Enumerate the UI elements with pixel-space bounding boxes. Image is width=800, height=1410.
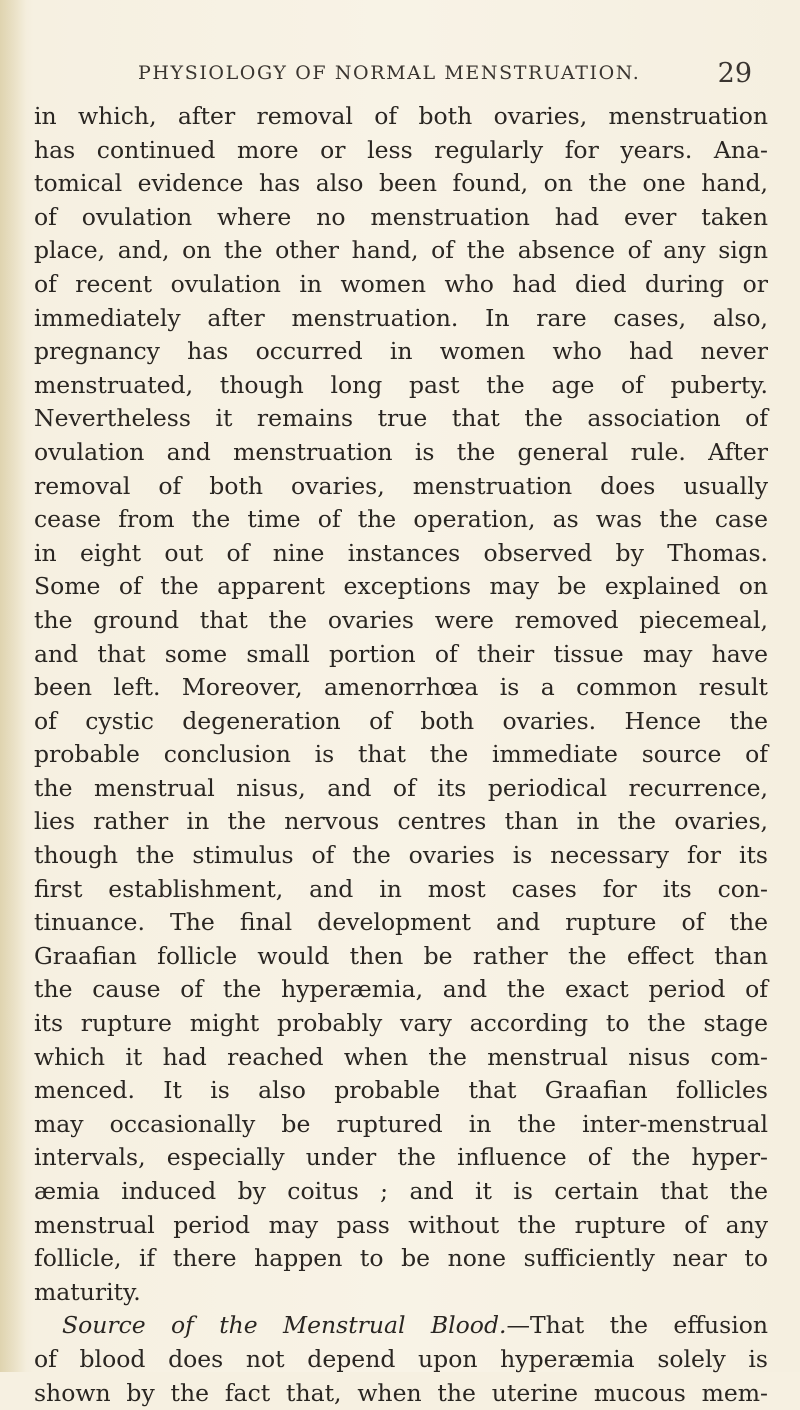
text-line: menstrual period may pass without the rupture of any — [34, 1210, 768, 1239]
text-line: which it had reached when the menstrual nisus com- — [34, 1042, 768, 1071]
text-line: Nevertheless it remains true that the association of — [34, 404, 768, 433]
text-line: Graafian follicle would then be rather the effect than — [34, 941, 768, 970]
text-line: in eight out of nine instances observed by Thomas. — [34, 538, 768, 567]
text-line: immediately after menstruation. In rare cases, also, — [34, 303, 768, 332]
text-line: Some of the apparent exceptions may be explained on — [34, 572, 768, 601]
text-line: cease from the time of the operation, as was the case — [34, 505, 768, 534]
text-line: and that some small portion of their tissue may have — [34, 639, 768, 668]
text-line: been left. Moreover, amenorrhœa is a common result — [34, 673, 768, 702]
text-line: of blood does not depend upon hyperæmia solely is — [34, 1344, 768, 1373]
text-line: place, and, on the other hand, of the absence of any sign — [34, 236, 768, 265]
text-line: ovulation and menstruation is the general rule. After — [34, 437, 768, 466]
page-gutter-shadow — [0, 0, 26, 1372]
running-title: PHYSIOLOGY OF NORMAL MENSTRUATION. — [138, 62, 641, 84]
text-line: the ground that the ovaries were removed piecemeal, — [34, 605, 768, 634]
text-line: removal of both ovaries, menstruation does usually — [34, 471, 768, 500]
text-line: of recent ovulation in women who had died during or — [34, 269, 768, 298]
text-line: of ovulation where no menstruation had ever taken — [34, 202, 768, 231]
text-line: intervals, especially under the influence of the hyper- — [34, 1143, 768, 1172]
section-heading: Source of the Menstrual Blood. — [62, 1311, 507, 1340]
page-header — [138, 60, 778, 92]
section-first-line — [34, 1309, 768, 1343]
text-line: its rupture might probably vary according to the stage — [34, 1009, 768, 1038]
text-line: the menstrual nisus, and of its periodical recurrence, — [34, 773, 768, 802]
text-line: in which, after removal of both ovaries, menstruation — [34, 102, 768, 130]
section-first-line-text: —That the effusion — [506, 1311, 768, 1340]
text-line: follicle, if there happen to be none sufficiently near to — [34, 1244, 768, 1273]
text-line: tomical evidence has also been found, on the one hand, — [34, 169, 768, 198]
text-line: æmia induced by coitus ; and it is certain that the — [34, 1177, 768, 1205]
text-line: has continued more or less regularly for years. Ana- — [34, 135, 768, 164]
text-line: though the stimulus of the ovaries is necessary for its — [34, 841, 768, 870]
text-line: of cystic degeneration of both ovaries. Hence the — [34, 706, 768, 735]
text-line: probable conclusion is that the immediate source of — [34, 740, 768, 769]
page-number: 29 — [717, 58, 752, 89]
text-line: may occasionally be ruptured in the inter-menstrual — [34, 1109, 768, 1138]
body-text — [34, 100, 768, 1410]
text-line: the cause of the hyperæmia, and the exact period of — [34, 975, 768, 1004]
text-line: first establishment, and in most cases for its con- — [34, 874, 768, 903]
text-line: pregnancy has occurred in women who had never — [34, 337, 768, 366]
text-line: shown by the fact that, when the uterine mucous mem- — [34, 1378, 768, 1407]
text-line: lies rather in the nervous centres than in the ovaries, — [34, 807, 768, 836]
text-line: tinuance. The final development and rupture of the — [34, 908, 768, 937]
text-line: menstruated, though long past the age of puberty. — [34, 370, 768, 399]
text-line: maturity. — [34, 1277, 141, 1306]
text-line: menced. It is also probable that Graafian follicles — [34, 1076, 768, 1105]
